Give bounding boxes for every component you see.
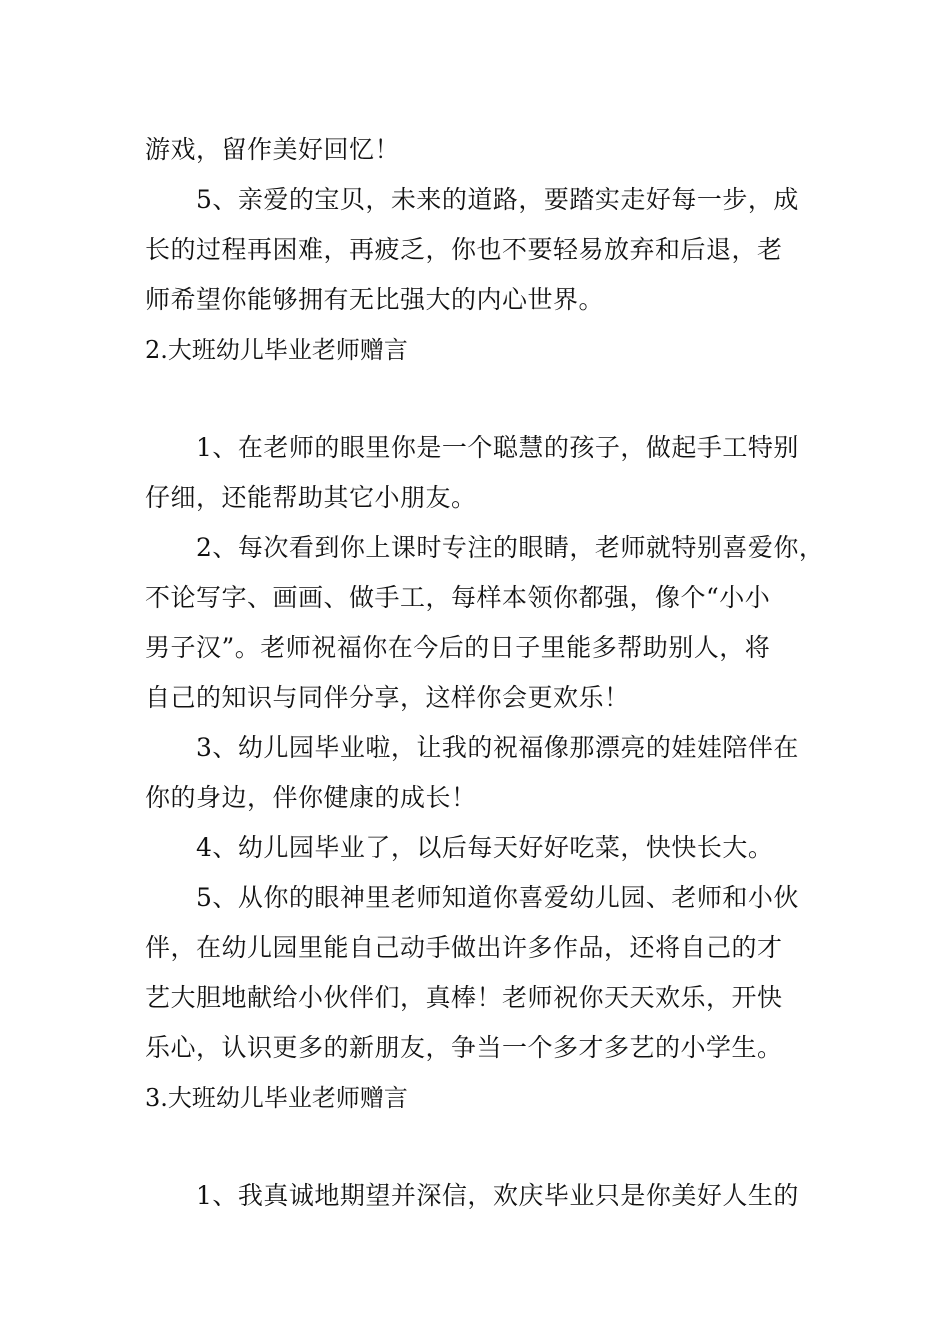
paragraph-line: 2、每次看到你上课时专注的眼睛，老师就特别喜爱你， bbox=[196, 533, 825, 562]
paragraph-line: 游戏，留作美好回忆！ bbox=[145, 135, 401, 164]
paragraph-line: 1、我真诚地期望并深信，欢庆毕业只是你美好人生的 bbox=[196, 1181, 799, 1210]
paragraph-line: 男子汉”。老师祝福你在今后的日子里能多帮助别人，将 bbox=[145, 633, 771, 662]
paragraph-line: 1、在老师的眼里你是一个聪慧的孩子，做起手工特别 bbox=[196, 433, 799, 462]
paragraph-line: 4、幼儿园毕业了，以后每天好好吃菜，快快长大。 bbox=[196, 833, 774, 862]
paragraph-line: 师希望你能够拥有无比强大的内心世界。 bbox=[145, 285, 605, 314]
section-heading: 2.大班幼儿毕业老师赠言 bbox=[145, 336, 408, 364]
paragraph-line: 不论写字、画画、做手工，每样本领你都强，像个“小小 bbox=[145, 583, 771, 612]
paragraph-line: 自己的知识与同伴分享，这样你会更欢乐！ bbox=[145, 683, 630, 712]
paragraph-line: 5、亲爱的宝贝，未来的道路，要踏实走好每一步，成 bbox=[196, 185, 799, 214]
paragraph-line: 艺大胆地献给小伙伴们，真棒！老师祝你天天欢乐，开快 bbox=[145, 983, 783, 1012]
paragraph-line: 3、幼儿园毕业啦，让我的祝福像那漂亮的娃娃陪伴在 bbox=[196, 733, 799, 762]
paragraph-line: 你的身边，伴你健康的成长！ bbox=[145, 783, 477, 812]
section-heading: 3.大班幼儿毕业老师赠言 bbox=[145, 1084, 408, 1112]
paragraph-line: 5、从你的眼神里老师知道你喜爱幼儿园、老师和小伙 bbox=[196, 883, 799, 912]
paragraph-line: 仔细，还能帮助其它小朋友。 bbox=[145, 483, 477, 512]
paragraph-line: 乐心，认识更多的新朋友，争当一个多才多艺的小学生。 bbox=[145, 1033, 783, 1062]
paragraph-line: 长的过程再困难，再疲乏，你也不要轻易放弃和后退，老 bbox=[145, 235, 783, 264]
paragraph-line: 伴，在幼儿园里能自己动手做出许多作品，还将自己的才 bbox=[145, 933, 783, 962]
